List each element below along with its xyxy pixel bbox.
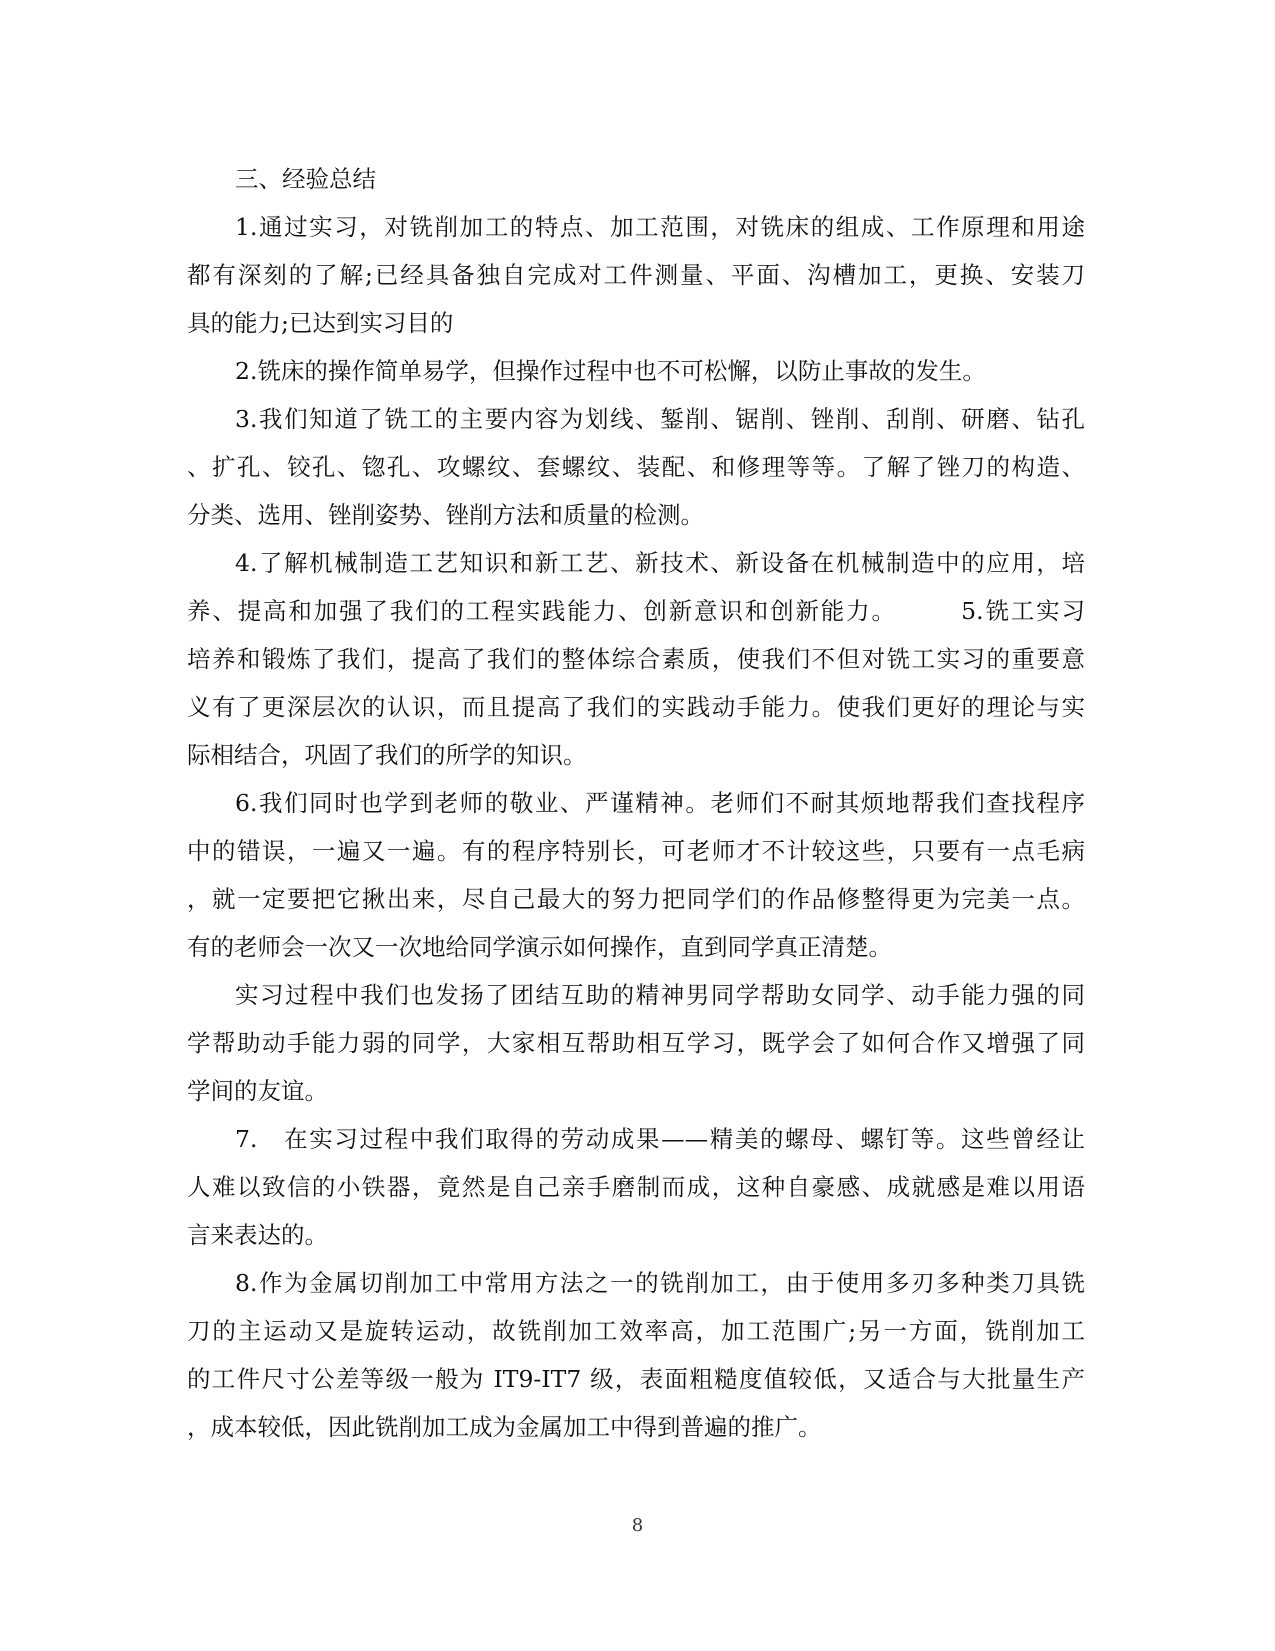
page-body — [187, 155, 1085, 1451]
text-line: 有的老师会一次又一次地给同学演示如何操作，直到同学真正清楚。 — [187, 933, 892, 961]
text-line: 刀的主运动又是旋转运动，故铣削加工效率高，加工范围广;另一方面，铣削加工 — [187, 1317, 1085, 1345]
text-line: 7. 在实习过程中我们取得的劳动成果——精美的螺母、螺钉等。这些曾经让 — [235, 1125, 1085, 1153]
text-line: 8.作为金属切削加工中常用方法之一的铣削加工，由于使用多刃多种类刀具铣 — [235, 1269, 1085, 1297]
text-line: 学帮助动手能力弱的同学，大家相互帮助相互学习，既学会了如何合作又增强了同 — [187, 1029, 1085, 1057]
text-line: 4.了解机械制造工艺知识和新工艺、新技术、新设备在机械制造中的应用，培 — [235, 549, 1085, 577]
text-line: 际相结合，巩固了我们的所学的知识。 — [187, 741, 587, 769]
text-line: 义有了更深层次的认识，而且提高了我们的实践动手能力。使我们更好的理论与实 — [187, 693, 1085, 721]
text-line: 人难以致信的小铁器，竟然是自己亲手磨制而成，这种自豪感、成就感是难以用语 — [187, 1173, 1085, 1201]
text-line: 言来表达的。 — [187, 1221, 328, 1249]
paragraph-lines — [187, 203, 1085, 1451]
text-line: ，就一定要把它揪出来，尽自己最大的努力把同学们的作品修整得更为完美一点。 — [187, 885, 1085, 913]
text-line: 、扩孔、铰孔、锪孔、攻螺纹、套螺纹、装配、和修理等等。了解了锉刀的构造、 — [187, 453, 1085, 481]
text-line: ，成本较低，因此铣削加工成为金属加工中得到普遍的推广。 — [187, 1413, 822, 1441]
text-line: 养、提高和加强了我们的工程实践能力、创新意识和创新能力。 5.铣工实习 — [187, 597, 1085, 625]
text-line: 1.通过实习，对铣削加工的特点、加工范围，对铣床的组成、工作原理和用途 — [235, 213, 1085, 241]
text-line: 都有深刻的了解;已经具备独自完成对工件测量、平面、沟槽加工，更换、安装刀 — [187, 261, 1085, 289]
text-line: 分类、选用、锉削姿势、锉削方法和质量的检测。 — [187, 501, 704, 529]
text-line: 具的能力;已达到实习目的 — [187, 309, 454, 337]
text-line: 实习过程中我们也发扬了团结互助的精神男同学帮助女同学、动手能力强的同 — [235, 981, 1085, 1009]
section-heading: 三、经验总结 — [235, 165, 376, 193]
text-line: 6.我们同时也学到老师的敬业、严谨精神。老师们不耐其烦地帮我们查找程序 — [235, 789, 1085, 817]
text-line: 2.铣床的操作简单易学，但操作过程中也不可松懈，以防止事故的发生。 — [235, 357, 986, 385]
text-line: 学间的友谊。 — [187, 1077, 328, 1105]
text-line: 3.我们知道了铣工的主要内容为划线、錾削、锯削、锉削、刮削、研磨、钻孔 — [235, 405, 1085, 433]
text-line: 的工件尺寸公差等级一般为 IT9-IT7 级，表面粗糙度值较低，又适合与大批量生产 — [187, 1365, 1085, 1393]
text-line: 中的错误，一遍又一遍。有的程序特别长，可老师才不计较这些，只要有一点毛病 — [187, 837, 1085, 865]
text-line: 培养和锻炼了我们，提高了我们的整体综合素质，使我们不但对铣工实习的重要意 — [187, 645, 1085, 673]
page-number: 8 — [631, 1515, 644, 1536]
